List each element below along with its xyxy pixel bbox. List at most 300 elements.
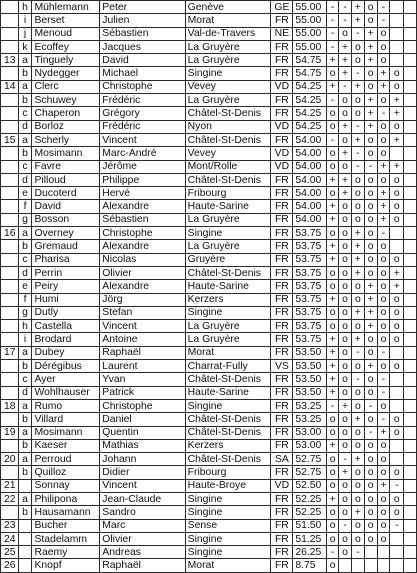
canton-cell: NE (271, 27, 293, 40)
score-cell: 55.00 (293, 1, 327, 14)
mark-cell (390, 346, 404, 359)
score-cell: 53.25 (293, 413, 327, 426)
table-row (1, 173, 417, 186)
canton-cell: VD (271, 160, 293, 173)
mark-cell: o (351, 213, 364, 226)
mark-cell: o (377, 173, 390, 186)
canton-cell: FR (271, 439, 293, 452)
club-cell: La Gruyère (185, 94, 271, 107)
first-name-cell: Alexandre (100, 240, 185, 253)
mark-cell: o (364, 492, 377, 505)
mark-cell: + (377, 479, 390, 492)
mark-cell: o (377, 466, 390, 479)
mark-cell: - (339, 519, 352, 532)
mark-cell: o (364, 200, 377, 213)
rank-cell: 24 (1, 532, 19, 545)
table-row (1, 466, 417, 479)
mark-cell: o (377, 120, 390, 133)
canton-cell: FR (271, 333, 293, 346)
mark-cell: + (364, 107, 377, 120)
mark-cell: o (351, 320, 364, 333)
rank-cell (1, 373, 19, 386)
mark-cell: o (390, 253, 404, 266)
table-row (1, 519, 417, 532)
spare-cell (404, 94, 417, 107)
letter-cell: a (18, 227, 32, 240)
score-cell: 53.75 (293, 333, 327, 346)
mark-cell: + (377, 187, 390, 200)
last-name-cell: Mühlemann (32, 1, 100, 14)
last-name-cell: Clerc (32, 80, 100, 93)
canton-cell: SA (271, 453, 293, 466)
mark-cell: o (339, 333, 352, 346)
mark-cell: o (364, 506, 377, 519)
last-name-cell: Pilloud (32, 173, 100, 186)
mark-cell: o (377, 360, 390, 373)
mark-cell: + (351, 227, 364, 240)
last-name-cell: Berset (32, 14, 100, 27)
mark-cell (390, 546, 404, 559)
mark-cell: o (339, 240, 352, 253)
mark-cell: o (327, 120, 339, 133)
mark-cell: + (377, 67, 390, 80)
mark-cell: - (377, 1, 390, 14)
mark-cell: + (377, 80, 390, 93)
spare-cell (404, 67, 417, 80)
canton-cell: FR (271, 280, 293, 293)
mark-cell: o (327, 280, 339, 293)
first-name-cell: Frédéric (100, 120, 185, 133)
mark-cell: o (364, 373, 377, 386)
mark-cell: + (364, 94, 377, 107)
canton-cell: FR (271, 532, 293, 545)
score-cell: 53.50 (293, 360, 327, 373)
mark-cell: + (339, 67, 352, 80)
mark-cell: o (339, 532, 352, 545)
mark-cell: o (339, 439, 352, 452)
mark-cell: o (351, 426, 364, 439)
score-cell: 54.25 (293, 94, 327, 107)
club-cell: Vevey (185, 80, 271, 93)
last-name-cell: Wohlhauser (32, 386, 100, 399)
club-cell: Kerzers (185, 293, 271, 306)
spare-cell (404, 333, 417, 346)
mark-cell: + (351, 240, 364, 253)
canton-cell: FR (271, 253, 293, 266)
table-row (1, 133, 417, 146)
table-row (1, 532, 417, 545)
mark-cell: o (364, 346, 377, 359)
mark-cell: o (327, 67, 339, 80)
rank-cell (1, 40, 19, 53)
mark-cell: + (351, 333, 364, 346)
mark-cell: o (351, 386, 364, 399)
score-cell: 51.25 (293, 532, 327, 545)
table-row (1, 120, 417, 133)
mark-cell: o (351, 492, 364, 505)
mark-cell: + (339, 40, 352, 53)
last-name-cell: Knopf (32, 559, 100, 572)
last-name-cell: Peiry (32, 280, 100, 293)
table-row (1, 333, 417, 346)
rank-cell (1, 386, 19, 399)
mark-cell: + (351, 1, 364, 14)
table-row (1, 506, 417, 519)
club-cell: Châtel-St-Denis (185, 107, 271, 120)
mark-cell: o (364, 386, 377, 399)
mark-cell: o (390, 306, 404, 319)
first-name-cell: Vincent (100, 320, 185, 333)
letter-cell: e (18, 187, 32, 200)
mark-cell: o (390, 360, 404, 373)
first-name-cell: Christophe (100, 399, 185, 412)
table-row (1, 320, 417, 333)
first-name-cell: Mathias (100, 439, 185, 452)
canton-cell: FR (271, 240, 293, 253)
mark-cell: o (327, 160, 339, 173)
club-cell: Singine (185, 492, 271, 505)
mark-cell (390, 147, 404, 160)
spare-cell (404, 519, 417, 532)
mark-cell: o (351, 466, 364, 479)
spare-cell (404, 120, 417, 133)
first-name-cell: Jérôme (100, 160, 185, 173)
mark-cell: + (364, 306, 377, 319)
mark-cell: + (327, 54, 339, 67)
mark-cell: o (339, 107, 352, 120)
mark-cell: - (377, 346, 390, 359)
mark-cell: + (377, 200, 390, 213)
first-name-cell: Olivier (100, 532, 185, 545)
canton-cell: FR (271, 386, 293, 399)
first-name-cell: Stefan (100, 306, 185, 319)
canton-cell: FR (271, 466, 293, 479)
letter-cell: g (18, 306, 32, 319)
score-cell: 55.00 (293, 27, 327, 40)
canton-cell: FR (271, 546, 293, 559)
table-row (1, 40, 417, 53)
canton-cell: FR (271, 293, 293, 306)
table-row (1, 200, 417, 213)
letter-cell: c (18, 373, 32, 386)
last-name-cell: Brodard (32, 333, 100, 346)
mark-cell: o (339, 320, 352, 333)
last-name-cell: Ducoterd (32, 187, 100, 200)
spare-cell (404, 320, 417, 333)
club-cell: Châtel-St-Denis (185, 373, 271, 386)
mark-cell: o (327, 187, 339, 200)
first-name-cell: Sandro (100, 506, 185, 519)
mark-cell: + (364, 54, 377, 67)
mark-cell: o (339, 200, 352, 213)
mark-cell: o (364, 532, 377, 545)
table-row (1, 1, 417, 14)
canton-cell: FR (271, 492, 293, 505)
first-name-cell: Raphaël (100, 559, 185, 572)
spare-cell (404, 133, 417, 146)
mark-cell: o (351, 94, 364, 107)
mark-cell: + (327, 360, 339, 373)
spare-cell (404, 266, 417, 279)
table-row (1, 280, 417, 293)
spare-cell (404, 346, 417, 359)
table-row (1, 386, 417, 399)
mark-cell: o (390, 120, 404, 133)
last-name-cell: Chaperon (32, 107, 100, 120)
canton-cell: FR (271, 413, 293, 426)
mark-cell (377, 546, 390, 559)
score-cell: 26.25 (293, 546, 327, 559)
spare-cell (404, 160, 417, 173)
canton-cell: FR (271, 519, 293, 532)
club-cell: La Gruyère (185, 333, 271, 346)
last-name-cell: Perrin (32, 266, 100, 279)
spare-cell (404, 253, 417, 266)
club-cell: Mont/Rolle (185, 160, 271, 173)
mark-cell: o (377, 492, 390, 505)
spare-cell (404, 27, 417, 40)
rank-cell (1, 67, 19, 80)
mark-cell: - (351, 120, 364, 133)
mark-cell: o (364, 173, 377, 186)
mark-cell: + (327, 213, 339, 226)
rank-cell (1, 213, 19, 226)
table-row (1, 160, 417, 173)
table-row (1, 240, 417, 253)
mark-cell: o (390, 413, 404, 426)
score-cell: 53.25 (293, 399, 327, 412)
letter-cell: d (18, 173, 32, 186)
canton-cell: FR (271, 399, 293, 412)
letter-cell (18, 559, 32, 572)
canton-cell: FR (271, 373, 293, 386)
club-cell: Sense (185, 519, 271, 532)
spare-cell (404, 107, 417, 120)
spare-cell (404, 439, 417, 452)
first-name-cell: Alexandre (100, 280, 185, 293)
rank-cell (1, 94, 19, 107)
rank-cell (1, 173, 19, 186)
first-name-cell: Hervé (100, 187, 185, 200)
spare-cell (404, 306, 417, 319)
first-name-cell: Nicolas (100, 253, 185, 266)
first-name-cell: Marc-André (100, 147, 185, 160)
mark-cell: + (351, 413, 364, 426)
rank-cell (1, 439, 19, 452)
spare-cell (404, 227, 417, 240)
club-cell: La Gruyère (185, 54, 271, 67)
score-cell: 53.50 (293, 346, 327, 359)
mark-cell: o (377, 133, 390, 146)
last-name-cell: Stadelamm (32, 532, 100, 545)
score-cell: 53.75 (293, 320, 327, 333)
spare-cell (404, 453, 417, 466)
score-cell: 52.25 (293, 506, 327, 519)
mark-cell: o (339, 227, 352, 240)
mark-cell: o (377, 439, 390, 452)
club-cell: Haute-Sarine (185, 280, 271, 293)
mark-cell: o (327, 227, 339, 240)
mark-cell: o (364, 253, 377, 266)
mark-cell: o (364, 333, 377, 346)
last-name-cell: Rumo (32, 399, 100, 412)
letter-cell: b (18, 147, 32, 160)
score-cell: 53.75 (293, 266, 327, 279)
last-name-cell: Nydegger (32, 67, 100, 80)
mark-cell: o (364, 147, 377, 160)
mark-cell (390, 399, 404, 412)
letter-cell: b (18, 360, 32, 373)
last-name-cell: Overney (32, 227, 100, 240)
mark-cell: + (339, 54, 352, 67)
letter-cell: e (18, 280, 32, 293)
mark-cell: o (327, 479, 339, 492)
rank-cell (1, 1, 19, 14)
score-cell: 52.75 (293, 453, 327, 466)
mark-cell: + (390, 266, 404, 279)
first-name-cell: Daniel (100, 413, 185, 426)
club-cell: Singine (185, 227, 271, 240)
table-row (1, 479, 417, 492)
spare-cell (404, 14, 417, 27)
score-cell: 51.50 (293, 519, 327, 532)
mark-cell: o (377, 266, 390, 279)
last-name-cell: Castella (32, 320, 100, 333)
mark-cell: o (364, 133, 377, 146)
score-cell: 53.75 (293, 240, 327, 253)
club-cell: Singine (185, 67, 271, 80)
table-row (1, 94, 417, 107)
first-name-cell: Vincent (100, 479, 185, 492)
mark-cell: o (327, 107, 339, 120)
canton-cell: FR (271, 213, 293, 226)
mark-cell: + (351, 306, 364, 319)
letter-cell: c (18, 253, 32, 266)
mark-cell: - (327, 133, 339, 146)
club-cell: Châtel-St-Denis (185, 133, 271, 146)
club-cell: Fribourg (185, 187, 271, 200)
club-cell: Morat (185, 346, 271, 359)
spare-cell (404, 532, 417, 545)
letter-cell: a (18, 453, 32, 466)
score-cell: 53.75 (293, 280, 327, 293)
mark-cell: o (390, 293, 404, 306)
table-row (1, 147, 417, 160)
table-row (1, 399, 417, 412)
first-name-cell: Frédéric (100, 94, 185, 107)
mark-cell: - (339, 453, 352, 466)
score-cell: 54.00 (293, 213, 327, 226)
mark-cell: o (377, 94, 390, 107)
last-name-cell: Dérégibus (32, 360, 100, 373)
letter-cell (18, 532, 32, 545)
letter-cell: b (18, 240, 32, 253)
mark-cell: + (351, 133, 364, 146)
mark-cell: o (390, 333, 404, 346)
score-cell: 53.00 (293, 426, 327, 439)
first-name-cell: Grégory (100, 107, 185, 120)
mark-cell (390, 40, 404, 53)
mark-cell: + (364, 40, 377, 53)
mark-cell: o (327, 320, 339, 333)
canton-cell: FR (271, 559, 293, 572)
mark-cell: + (327, 240, 339, 253)
mark-cell: + (327, 386, 339, 399)
mark-cell: o (327, 559, 339, 572)
mark-cell: + (364, 27, 377, 40)
mark-cell: o (339, 306, 352, 319)
first-name-cell: Sébastien (100, 213, 185, 226)
rank-cell (1, 266, 19, 279)
mark-cell: o (351, 187, 364, 200)
mark-cell: + (327, 200, 339, 213)
mark-cell: o (351, 40, 364, 53)
canton-cell: FR (271, 54, 293, 67)
mark-cell: o (339, 253, 352, 266)
club-cell: Singine (185, 306, 271, 319)
letter-cell: a (18, 492, 32, 505)
mark-cell: o (364, 213, 377, 226)
mark-cell: + (339, 147, 352, 160)
rank-cell (1, 240, 19, 253)
rank-cell (1, 200, 19, 213)
spare-cell (404, 293, 417, 306)
canton-cell: FR (271, 133, 293, 146)
mark-cell: + (351, 14, 364, 27)
last-name-cell: Mosimann (32, 147, 100, 160)
mark-cell: - (327, 399, 339, 412)
table-row (1, 54, 417, 67)
last-name-cell: Humi (32, 293, 100, 306)
score-cell: 55.00 (293, 14, 327, 27)
mark-cell: o (390, 173, 404, 186)
score-cell: 54.25 (293, 120, 327, 133)
spare-cell (404, 559, 417, 572)
last-name-cell: Pharisa (32, 253, 100, 266)
club-cell: Châtel-St-Denis (185, 453, 271, 466)
mark-cell: o (364, 413, 377, 426)
mark-cell: + (327, 439, 339, 452)
mark-cell: - (339, 1, 352, 14)
last-name-cell: Dubey (32, 346, 100, 359)
mark-cell: o (351, 173, 364, 186)
rank-cell (1, 280, 19, 293)
mark-cell: o (339, 506, 352, 519)
table-row (1, 27, 417, 40)
rank-cell (1, 147, 19, 160)
mark-cell: o (390, 466, 404, 479)
score-cell: 54.75 (293, 54, 327, 67)
mark-cell: o (364, 1, 377, 14)
letter-cell: a (18, 133, 32, 146)
mark-cell: o (339, 346, 352, 359)
score-cell: 54.00 (293, 200, 327, 213)
canton-cell: FR (271, 14, 293, 27)
rank-cell (1, 253, 19, 266)
mark-cell: o (339, 160, 352, 173)
mark-cell: o (364, 240, 377, 253)
spare-cell (404, 80, 417, 93)
rank-cell: 19 (1, 426, 19, 439)
mark-cell: + (327, 173, 339, 186)
club-cell: La Gruyère (185, 213, 271, 226)
last-name-cell: Gremaud (32, 240, 100, 253)
canton-cell: VD (271, 147, 293, 160)
club-cell: Morat (185, 559, 271, 572)
table-row (1, 213, 417, 226)
mark-cell: o (351, 280, 364, 293)
table-row (1, 360, 417, 373)
